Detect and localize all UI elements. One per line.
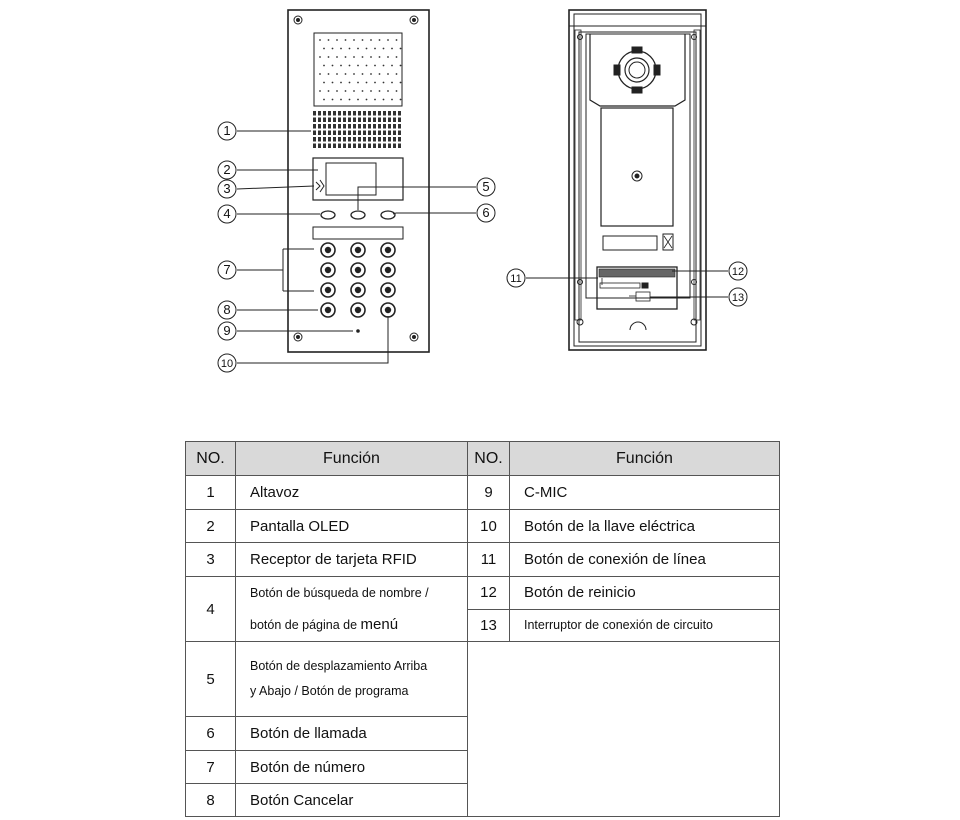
grille-dot [391,65,393,67]
grille-slot [378,124,381,129]
grille-dot [374,99,376,101]
grille-dot [366,82,368,84]
row-no: 2 [186,510,236,543]
grille-dot [319,73,321,75]
keypad-key-glyph [325,287,331,293]
grille-slot [338,124,341,129]
grille-slot [373,131,376,136]
grille-slot [398,124,401,129]
grille-slot [343,124,346,129]
grille-slot [363,124,366,129]
grille-dot [328,90,330,92]
grille-dot [332,99,334,101]
grille-slot [323,144,326,149]
header-function-left: Función [236,442,468,476]
grille-slot [348,131,351,136]
grille-slot [393,144,396,149]
grille-dot [396,90,398,92]
grille-slot [353,137,356,142]
row-no: 4 [186,577,236,642]
grille-slot [328,144,331,149]
empty-cell [468,642,780,817]
grille-dot [362,90,364,92]
grille-dot [332,48,334,50]
grille-slot [313,111,316,116]
row-function [236,577,468,642]
grille-dot [387,39,389,41]
grille-dot [340,65,342,67]
grille-slot [383,118,386,123]
row-function: Botón de número [236,751,468,784]
grille-slot [343,111,346,116]
grille-slot [348,111,351,116]
grille-dot [366,48,368,50]
grille-slot [313,131,316,136]
mic-hole [357,330,360,333]
grille-slot [393,124,396,129]
grille-dot [340,82,342,84]
grille-slot [388,118,391,123]
row-no: 5 [186,642,236,717]
grille-slot [363,118,366,123]
grille-dot [353,90,355,92]
grille-slot [378,111,381,116]
grille-dot [357,82,359,84]
grille-slot [368,124,371,129]
callout-13: 13 [731,292,745,304]
grille-slot [343,137,346,142]
grille-slot [398,111,401,116]
row-no: 8 [186,784,236,817]
grille-slot [373,118,376,123]
name-search-button [321,211,335,219]
grille-dot [391,82,393,84]
grille-dot [349,65,351,67]
callout-2: 2 [223,162,231,177]
grille-slot [353,118,356,123]
grille-dot [383,99,385,101]
grille-slot [363,137,366,142]
grille-dot [357,48,359,50]
grille-slot [323,111,326,116]
row-function: Receptor de tarjeta RFID [236,543,468,577]
grille-slot [358,137,361,142]
row-function: Botón de llamada [236,717,468,751]
grille-slot [398,144,401,149]
grille-dot [383,82,385,84]
grille-dot [396,39,398,41]
row-function: Botón de la llave eléctrica [510,510,780,543]
grille-dot [336,56,338,58]
table-header-row [186,442,780,476]
keypad-key-glyph [385,307,391,313]
grille-slot [388,137,391,142]
row-function-line: Botón de desplazamiento Arriba [250,659,428,673]
grille-slot [373,137,376,142]
grille-slot [363,111,366,116]
grille-slot [383,124,386,129]
grille-dot [387,90,389,92]
keypad-key-glyph [385,267,391,273]
grille-dot [374,65,376,67]
grille-slot [333,118,336,123]
grille-dot [345,90,347,92]
grille-slot [348,144,351,149]
keypad-key-glyph [355,267,361,273]
keypad-key-glyph [355,307,361,313]
camera-window [319,39,401,100]
grille-slot [338,144,341,149]
callout-8: 8 [223,302,231,317]
grille-dot [332,82,334,84]
row-function: Altavoz [236,476,468,510]
grille-slot [368,111,371,116]
grille-dot [336,90,338,92]
grille-slot [338,111,341,116]
row-function: Botón Cancelar [236,784,468,817]
callout-11: 11 [510,273,522,285]
grille-slot [358,111,361,116]
grille-dot [328,73,330,75]
grille-slot [393,131,396,136]
grille-slot [333,131,336,136]
row-function-line: y Abajo / Botón de programa [250,684,409,698]
grille-slot [328,124,331,129]
grille-slot [368,137,371,142]
grille-slot [313,144,316,149]
grille-slot [343,118,346,123]
grille-dot [328,56,330,58]
keypad-key-glyph [385,247,391,253]
row-function-part: menú [360,616,399,633]
grille-dot [370,90,372,92]
grille-dot [396,56,398,58]
grille-slot [333,124,336,129]
grille-slot [328,137,331,142]
table-row [186,543,780,577]
grille-slot [383,137,386,142]
grille-dot [379,56,381,58]
callout-1: 1 [223,123,231,138]
grille-dot [400,99,402,101]
grille-slot [398,137,401,142]
grille-slot [338,137,341,142]
grille-slot [358,131,361,136]
grille-slot [318,111,321,116]
grille-slot [393,118,396,123]
keypad-key-glyph [355,247,361,253]
keypad [321,243,395,317]
callout-4: 4 [223,206,231,221]
speaker-grille [313,111,401,148]
grille-slot [318,131,321,136]
grille-slot [368,131,371,136]
grille-dot [387,56,389,58]
grille-slot [323,118,326,123]
grille-dot [353,56,355,58]
row-function: Pantalla OLED [236,510,468,543]
grille-slot [313,124,316,129]
grille-dot [319,90,321,92]
grille-slot [378,144,381,149]
call-button [381,211,395,219]
front-panel [288,10,429,352]
grille-slot [378,137,381,142]
grille-slot [313,137,316,142]
row-function [236,642,468,717]
grille-dot [370,56,372,58]
table-row [186,577,780,610]
grille-slot [368,144,371,149]
callout-7: 7 [223,262,231,277]
grille-slot [393,137,396,142]
grille-dot [336,39,338,41]
grille-slot [328,131,331,136]
grille-slot [363,131,366,136]
grille-slot [338,131,341,136]
row-function: Interruptor de conexión de circuito [510,609,780,642]
grille-dot [353,73,355,75]
grille-slot [343,131,346,136]
row-no: 7 [186,751,236,784]
callout-12: 12 [731,266,745,278]
row-function: Botón de reinicio [510,577,780,610]
row-no: 6 [186,717,236,751]
grille-slot [383,144,386,149]
grille-slot [378,131,381,136]
grille-dot [396,73,398,75]
scroll-button [351,211,365,219]
grille-dot [336,73,338,75]
row-no: 1 [186,476,236,510]
row-function: C-MIC [510,476,780,510]
grille-slot [353,124,356,129]
keypad-key-glyph [355,287,361,293]
grille-dot [379,90,381,92]
grille-slot [343,144,346,149]
grille-slot [348,118,351,123]
grille-slot [373,144,376,149]
grille-dot [340,48,342,50]
keypad-key-glyph [385,287,391,293]
grille-dot [370,73,372,75]
grille-dot [362,56,364,58]
grille-dot [374,82,376,84]
keypad-key-glyph [325,267,331,273]
callout-9: 9 [223,323,231,338]
grille-slot [333,111,336,116]
grille-dot [357,65,359,67]
grille-slot [358,124,361,129]
grille-slot [353,131,356,136]
grille-slot [388,111,391,116]
table-row [186,476,780,510]
callouts-left [218,122,495,372]
grille-slot [323,124,326,129]
grille-slot [328,118,331,123]
grille-dot [345,39,347,41]
grille-dot [379,73,381,75]
camera-lens-icon [614,47,660,93]
grille-slot [388,144,391,149]
grille-dot [353,39,355,41]
grille-dot [357,99,359,101]
grille-slot [348,137,351,142]
grille-dot [374,48,376,50]
grille-dot [370,39,372,41]
grille-slot [318,118,321,123]
grille-slot [348,124,351,129]
row-no: 9 [468,476,510,510]
grille-dot [323,65,325,67]
row-function: Botón de conexión de línea [510,543,780,577]
grille-dot [323,99,325,101]
grille-slot [318,137,321,142]
grille-slot [398,131,401,136]
grille-slot [318,124,321,129]
table-row [186,642,780,717]
row-no: 12 [468,577,510,610]
keypad-key-glyph [325,307,331,313]
grille-dot [345,73,347,75]
grille-slot [368,118,371,123]
callout-5: 5 [482,179,490,194]
grille-dot [349,82,351,84]
grille-slot [383,131,386,136]
rfid-icon [316,180,324,192]
back-panel [569,10,706,350]
function-table [185,441,780,817]
header-no-left: NO. [186,442,236,476]
grille-dot [387,73,389,75]
grille-dot [362,39,364,41]
keypad-key-glyph [325,247,331,253]
grille-slot [393,111,396,116]
grille-dot [391,99,393,101]
grille-slot [353,144,356,149]
grille-dot [366,65,368,67]
callout-labels-left [221,123,490,370]
grille-dot [328,39,330,41]
grille-slot [373,124,376,129]
callout-10: 10 [220,358,234,370]
grille-dot [366,99,368,101]
grille-slot [318,144,321,149]
grille-slot [333,144,336,149]
grille-slot [313,118,316,123]
grille-dot [400,82,402,84]
grille-slot [373,111,376,116]
grille-dot [323,82,325,84]
row-no: 11 [468,543,510,577]
grille-dot [345,56,347,58]
grille-dot [362,73,364,75]
header-function-right: Función [510,442,780,476]
grille-slot [388,124,391,129]
grille-dot [323,48,325,50]
grille-dot [383,48,385,50]
grille-dot [349,48,351,50]
grille-slot [323,137,326,142]
callout-3: 3 [223,181,231,196]
grille-dot [319,39,321,41]
row-no: 13 [468,609,510,642]
header-no-right: NO. [468,442,510,476]
grille-slot [383,111,386,116]
grille-slot [358,118,361,123]
grille-dot [400,48,402,50]
table-row [186,510,780,543]
row-function-line [250,609,467,641]
grille-dot [349,99,351,101]
callouts-right [507,262,747,306]
grille-slot [363,144,366,149]
row-no: 10 [468,510,510,543]
grille-dot [332,65,334,67]
row-function-part: botón de página de [250,618,358,632]
grille-slot [338,118,341,123]
grille-slot [388,131,391,136]
callout-6: 6 [482,205,490,220]
grille-slot [333,137,336,142]
grille-dot [400,65,402,67]
grille-dot [383,65,385,67]
grille-dot [319,56,321,58]
grille-slot [358,144,361,149]
grille-slot [353,111,356,116]
row-function-line: Botón de búsqueda de nombre / [250,586,429,600]
grille-slot [323,131,326,136]
grille-dot [379,39,381,41]
grille-dot [391,48,393,50]
row-no: 3 [186,543,236,577]
grille-slot [378,118,381,123]
grille-dot [340,99,342,101]
grille-slot [398,118,401,123]
grille-slot [328,111,331,116]
